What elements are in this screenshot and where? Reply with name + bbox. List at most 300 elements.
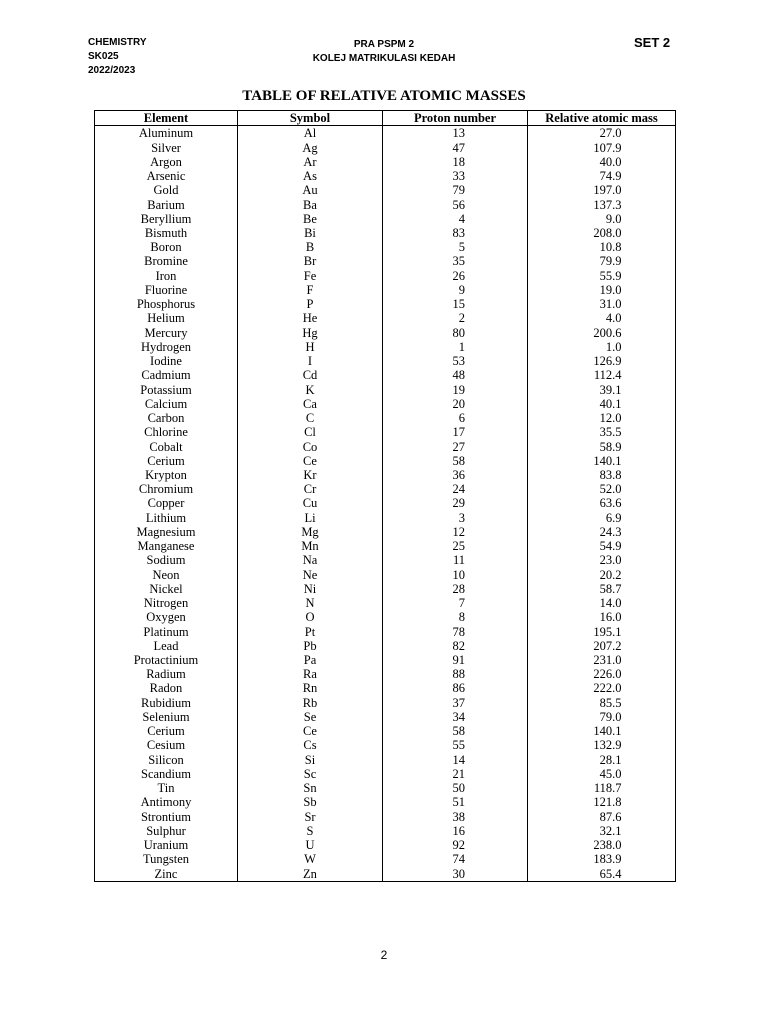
element-name: Arsenic xyxy=(95,169,238,183)
proton-number-cell xyxy=(383,140,528,154)
relative-atomic-mass-cell xyxy=(528,866,676,881)
relative-atomic-mass-cell xyxy=(528,283,676,297)
proton-number: 56 xyxy=(452,197,465,212)
relative-atomic-mass-cell xyxy=(528,269,676,283)
table-row xyxy=(95,155,676,169)
element-name: Rubidium xyxy=(95,696,238,710)
proton-number: 79 xyxy=(452,183,465,198)
relative-atomic-mass: 1.0 xyxy=(605,339,622,354)
proton-number-cell xyxy=(383,653,528,667)
set-label: SET 2 xyxy=(634,35,671,50)
proton-number: 91 xyxy=(452,653,465,668)
proton-number: 50 xyxy=(452,781,465,796)
element-name: Calcium xyxy=(95,397,238,411)
element-name: Chlorine xyxy=(95,425,238,439)
course-code: SK025 xyxy=(88,51,119,62)
relative-atomic-mass: 32.1 xyxy=(599,823,622,838)
proton-number-cell xyxy=(383,525,528,539)
relative-atomic-mass: 19.0 xyxy=(599,282,622,297)
proton-number: 48 xyxy=(452,368,465,383)
relative-atomic-mass: 121.8 xyxy=(593,795,622,810)
table-row xyxy=(95,667,676,681)
element-name: Silicon xyxy=(95,753,238,767)
proton-number: 20 xyxy=(452,396,465,411)
element-name: Lead xyxy=(95,639,238,653)
proton-number-cell xyxy=(383,439,528,453)
proton-number: 14 xyxy=(452,752,465,767)
relative-atomic-mass-cell xyxy=(528,781,676,795)
element-name: Mercury xyxy=(95,326,238,340)
element-symbol: Co xyxy=(238,439,383,453)
proton-number: 33 xyxy=(452,169,465,184)
element-name: Bromine xyxy=(95,254,238,268)
element-name: Beryllium xyxy=(95,212,238,226)
proton-number: 37 xyxy=(452,695,465,710)
element-name: Iodine xyxy=(95,354,238,368)
table-row xyxy=(95,197,676,211)
relative-atomic-mass-cell xyxy=(528,539,676,553)
relative-atomic-mass: 107.9 xyxy=(593,140,622,155)
table-row xyxy=(95,240,676,254)
relative-atomic-mass-cell xyxy=(528,852,676,866)
proton-number-cell xyxy=(383,824,528,838)
column-header-relative-atomic-mass: Relative atomic mass xyxy=(528,111,676,126)
relative-atomic-mass-cell xyxy=(528,710,676,724)
element-symbol: Zn xyxy=(238,866,383,881)
table-row xyxy=(95,866,676,881)
element-name: Neon xyxy=(95,568,238,582)
proton-number-cell xyxy=(383,326,528,340)
element-name: Iron xyxy=(95,269,238,283)
relative-atomic-mass-cell xyxy=(528,297,676,311)
proton-number: 18 xyxy=(452,154,465,169)
table-row xyxy=(95,852,676,866)
element-symbol: Ca xyxy=(238,397,383,411)
table-row xyxy=(95,681,676,695)
relative-atomic-mass-cell xyxy=(528,155,676,169)
proton-number: 35 xyxy=(452,254,465,269)
element-symbol: Au xyxy=(238,183,383,197)
table-row xyxy=(95,525,676,539)
table-row xyxy=(95,610,676,624)
relative-atomic-mass: 4.0 xyxy=(605,311,622,326)
proton-number-cell xyxy=(383,454,528,468)
relative-atomic-mass: 45.0 xyxy=(599,766,622,781)
element-name: Gold xyxy=(95,183,238,197)
element-name: Phosphorus xyxy=(95,297,238,311)
element-name: Silver xyxy=(95,140,238,154)
proton-number: 15 xyxy=(452,297,465,312)
proton-number-cell xyxy=(383,340,528,354)
proton-number: 83 xyxy=(452,225,465,240)
relative-atomic-mass-cell xyxy=(528,454,676,468)
relative-atomic-mass: 231.0 xyxy=(593,653,622,668)
element-name: Tungsten xyxy=(95,852,238,866)
element-symbol: Li xyxy=(238,511,383,525)
relative-atomic-mass: 12.0 xyxy=(599,411,622,426)
table-row xyxy=(95,624,676,638)
relative-atomic-mass: 55.9 xyxy=(599,268,622,283)
relative-atomic-mass-cell xyxy=(528,126,676,141)
proton-number: 25 xyxy=(452,539,465,554)
proton-number-cell xyxy=(383,468,528,482)
element-name: Hydrogen xyxy=(95,340,238,354)
proton-number-cell xyxy=(383,311,528,325)
proton-number-cell xyxy=(383,667,528,681)
table-row xyxy=(95,511,676,525)
table-row xyxy=(95,169,676,183)
proton-number-cell xyxy=(383,639,528,653)
relative-atomic-mass: 79.9 xyxy=(599,254,622,269)
relative-atomic-mass: 85.5 xyxy=(599,695,622,710)
element-name: Copper xyxy=(95,496,238,510)
table-body xyxy=(95,126,676,881)
element-symbol: Pb xyxy=(238,639,383,653)
proton-number: 19 xyxy=(452,382,465,397)
relative-atomic-mass: 58.9 xyxy=(599,439,622,454)
element-symbol: Mn xyxy=(238,539,383,553)
proton-number: 58 xyxy=(452,724,465,739)
proton-number: 8 xyxy=(458,610,465,625)
element-symbol: K xyxy=(238,382,383,396)
proton-number: 27 xyxy=(452,439,465,454)
proton-number-cell xyxy=(383,411,528,425)
relative-atomic-mass-cell xyxy=(528,610,676,624)
relative-atomic-mass: 35.5 xyxy=(599,425,622,440)
proton-number: 24 xyxy=(452,482,465,497)
table-row xyxy=(95,838,676,852)
element-symbol: H xyxy=(238,340,383,354)
relative-atomic-mass: 137.3 xyxy=(593,197,622,212)
table-row xyxy=(95,824,676,838)
relative-atomic-mass-cell xyxy=(528,411,676,425)
table-row xyxy=(95,183,676,197)
element-name: Oxygen xyxy=(95,610,238,624)
relative-atomic-mass-cell xyxy=(528,240,676,254)
element-name: Krypton xyxy=(95,468,238,482)
element-name: Scandium xyxy=(95,767,238,781)
proton-number: 58 xyxy=(452,453,465,468)
proton-number-cell xyxy=(383,852,528,866)
relative-atomic-mass-cell xyxy=(528,624,676,638)
table-row xyxy=(95,724,676,738)
relative-atomic-mass-cell xyxy=(528,738,676,752)
proton-number-cell xyxy=(383,511,528,525)
proton-number-cell xyxy=(383,596,528,610)
element-name: Sulphur xyxy=(95,824,238,838)
element-symbol: Ag xyxy=(238,140,383,154)
element-symbol: Cr xyxy=(238,482,383,496)
proton-number-cell xyxy=(383,539,528,553)
element-name: Nickel xyxy=(95,582,238,596)
table-row xyxy=(95,568,676,582)
proton-number-cell xyxy=(383,126,528,141)
subject-label: CHEMISTRY xyxy=(88,37,147,48)
relative-atomic-mass-cell xyxy=(528,468,676,482)
relative-atomic-mass-cell xyxy=(528,254,676,268)
table-header-row xyxy=(95,111,676,126)
relative-atomic-mass-cell xyxy=(528,653,676,667)
element-symbol: I xyxy=(238,354,383,368)
page-number: 2 xyxy=(380,948,388,962)
element-symbol: Sn xyxy=(238,781,383,795)
element-symbol: Pa xyxy=(238,653,383,667)
proton-number-cell xyxy=(383,582,528,596)
proton-number-cell xyxy=(383,838,528,852)
element-name: Argon xyxy=(95,155,238,169)
proton-number: 92 xyxy=(452,838,465,853)
relative-atomic-mass: 226.0 xyxy=(593,667,622,682)
proton-number: 13 xyxy=(452,126,465,141)
college-name: KOLEJ MATRIKULASI KEDAH xyxy=(312,53,456,64)
proton-number-cell xyxy=(383,795,528,809)
element-name: Uranium xyxy=(95,838,238,852)
proton-number: 16 xyxy=(452,823,465,838)
table-row xyxy=(95,283,676,297)
element-symbol: He xyxy=(238,311,383,325)
relative-atomic-mass: 79.0 xyxy=(599,709,622,724)
element-symbol: N xyxy=(238,596,383,610)
element-name: Zinc xyxy=(95,866,238,881)
table-row xyxy=(95,781,676,795)
table-row xyxy=(95,468,676,482)
table-row xyxy=(95,639,676,653)
table-row xyxy=(95,553,676,567)
table-row xyxy=(95,809,676,823)
relative-atomic-mass-cell xyxy=(528,197,676,211)
element-symbol: Mg xyxy=(238,525,383,539)
proton-number: 55 xyxy=(452,738,465,753)
relative-atomic-mass-cell xyxy=(528,568,676,582)
element-name: Magnesium xyxy=(95,525,238,539)
relative-atomic-mass: 27.0 xyxy=(599,126,622,141)
relative-atomic-mass-cell xyxy=(528,639,676,653)
proton-number: 26 xyxy=(452,268,465,283)
element-name: Protactinium xyxy=(95,653,238,667)
table-row xyxy=(95,767,676,781)
element-symbol: Fe xyxy=(238,269,383,283)
proton-number-cell xyxy=(383,297,528,311)
proton-number-cell xyxy=(383,482,528,496)
proton-number-cell xyxy=(383,738,528,752)
relative-atomic-mass: 208.0 xyxy=(593,225,622,240)
element-name: Cadmium xyxy=(95,368,238,382)
element-symbol: Bi xyxy=(238,226,383,240)
proton-number-cell xyxy=(383,397,528,411)
proton-number: 5 xyxy=(458,240,465,255)
element-name: Carbon xyxy=(95,411,238,425)
element-symbol: Be xyxy=(238,212,383,226)
relative-atomic-mass-cell xyxy=(528,496,676,510)
proton-number: 86 xyxy=(452,681,465,696)
relative-atomic-mass-cell xyxy=(528,382,676,396)
column-header-proton-number: Proton number xyxy=(383,111,528,126)
proton-number: 2 xyxy=(458,311,465,326)
table-row xyxy=(95,397,676,411)
proton-number: 29 xyxy=(452,496,465,511)
relative-atomic-mass-cell xyxy=(528,525,676,539)
proton-number: 17 xyxy=(452,425,465,440)
relative-atomic-mass: 6.9 xyxy=(605,510,622,525)
element-name: Selenium xyxy=(95,710,238,724)
element-symbol: Cd xyxy=(238,368,383,382)
relative-atomic-mass: 74.9 xyxy=(599,169,622,184)
relative-atomic-mass-cell xyxy=(528,582,676,596)
relative-atomic-mass-cell xyxy=(528,681,676,695)
relative-atomic-mass: 28.1 xyxy=(599,752,622,767)
element-symbol: As xyxy=(238,169,383,183)
table-row xyxy=(95,753,676,767)
element-symbol: O xyxy=(238,610,383,624)
proton-number: 38 xyxy=(452,809,465,824)
relative-atomic-mass-cell xyxy=(528,553,676,567)
proton-number-cell xyxy=(383,212,528,226)
relative-atomic-mass: 140.1 xyxy=(593,724,622,739)
proton-number: 21 xyxy=(452,766,465,781)
table-row xyxy=(95,297,676,311)
element-symbol: Kr xyxy=(238,468,383,482)
table-row xyxy=(95,696,676,710)
element-name: Cerium xyxy=(95,724,238,738)
relative-atomic-mass-cell xyxy=(528,439,676,453)
table-row xyxy=(95,382,676,396)
proton-number-cell xyxy=(383,553,528,567)
element-symbol: Hg xyxy=(238,326,383,340)
element-name: Aluminum xyxy=(95,126,238,141)
proton-number: 47 xyxy=(452,140,465,155)
relative-atomic-mass-cell xyxy=(528,140,676,154)
relative-atomic-mass: 126.9 xyxy=(593,354,622,369)
relative-atomic-mass-cell xyxy=(528,326,676,340)
element-name: Bismuth xyxy=(95,226,238,240)
proton-number: 6 xyxy=(458,411,465,426)
element-name: Radium xyxy=(95,667,238,681)
proton-number: 36 xyxy=(452,467,465,482)
relative-atomic-mass: 112.4 xyxy=(593,368,622,383)
relative-atomic-mass-cell xyxy=(528,753,676,767)
table-row xyxy=(95,653,676,667)
table-row xyxy=(95,354,676,368)
proton-number-cell xyxy=(383,183,528,197)
proton-number-cell xyxy=(383,681,528,695)
proton-number: 74 xyxy=(452,852,465,867)
element-symbol: Ce xyxy=(238,724,383,738)
element-symbol: Br xyxy=(238,254,383,268)
element-name: Manganese xyxy=(95,539,238,553)
relative-atomic-mass: 40.1 xyxy=(599,396,622,411)
academic-session: 2022/2023 xyxy=(88,65,136,76)
proton-number-cell xyxy=(383,568,528,582)
relative-atomic-mass-cell xyxy=(528,767,676,781)
element-symbol: S xyxy=(238,824,383,838)
relative-atomic-mass: 24.3 xyxy=(599,524,622,539)
element-symbol: F xyxy=(238,283,383,297)
element-name: Fluorine xyxy=(95,283,238,297)
relative-atomic-mass: 222.0 xyxy=(593,681,622,696)
element-name: Cerium xyxy=(95,454,238,468)
column-header-symbol: Symbol xyxy=(238,111,383,126)
proton-number-cell xyxy=(383,781,528,795)
proton-number-cell xyxy=(383,240,528,254)
proton-number: 11 xyxy=(452,553,465,568)
table-row xyxy=(95,140,676,154)
table-row xyxy=(95,212,676,226)
proton-number-cell xyxy=(383,753,528,767)
proton-number-cell xyxy=(383,610,528,624)
relative-atomic-mass-cell xyxy=(528,809,676,823)
relative-atomic-mass-cell xyxy=(528,169,676,183)
table-row xyxy=(95,368,676,382)
relative-atomic-mass: 16.0 xyxy=(599,610,622,625)
relative-atomic-mass: 9.0 xyxy=(605,211,622,226)
relative-atomic-mass: 195.1 xyxy=(593,624,622,639)
element-name: Nitrogen xyxy=(95,596,238,610)
relative-atomic-mass-cell xyxy=(528,667,676,681)
table-row xyxy=(95,710,676,724)
relative-atomic-mass-cell xyxy=(528,511,676,525)
proton-number: 82 xyxy=(452,638,465,653)
element-symbol: P xyxy=(238,297,383,311)
proton-number-cell xyxy=(383,382,528,396)
proton-number: 80 xyxy=(452,325,465,340)
exam-name: PRA PSPM 2 xyxy=(353,39,415,50)
relative-atomic-mass-cell xyxy=(528,596,676,610)
table-row xyxy=(95,454,676,468)
element-name: Potassium xyxy=(95,382,238,396)
proton-number: 4 xyxy=(458,211,465,226)
relative-atomic-mass: 87.6 xyxy=(599,809,622,824)
proton-number: 88 xyxy=(452,667,465,682)
proton-number: 34 xyxy=(452,709,465,724)
page-title: TABLE OF RELATIVE ATOMIC MASSES xyxy=(242,88,526,104)
table-row xyxy=(95,126,676,141)
element-symbol: Ne xyxy=(238,568,383,582)
element-name: Antimony xyxy=(95,795,238,809)
element-name: Tin xyxy=(95,781,238,795)
relative-atomic-mass-cell xyxy=(528,311,676,325)
relative-atomic-mass: 20.2 xyxy=(599,567,622,582)
relative-atomic-mass-cell xyxy=(528,226,676,240)
table-row xyxy=(95,340,676,354)
element-symbol: Ce xyxy=(238,454,383,468)
proton-number-cell xyxy=(383,197,528,211)
element-symbol: Ni xyxy=(238,582,383,596)
relative-atomic-mass: 118.7 xyxy=(593,781,622,796)
element-symbol: Rn xyxy=(238,681,383,695)
relative-atomic-mass: 40.0 xyxy=(599,154,622,169)
relative-atomic-mass: 54.9 xyxy=(599,539,622,554)
element-symbol: W xyxy=(238,852,383,866)
relative-atomic-mass-cell xyxy=(528,795,676,809)
column-header-element: Element xyxy=(95,111,238,126)
proton-number-cell xyxy=(383,368,528,382)
element-name: Helium xyxy=(95,311,238,325)
proton-number-cell xyxy=(383,696,528,710)
relative-atomic-mass-cell xyxy=(528,340,676,354)
proton-number-cell xyxy=(383,710,528,724)
proton-number-cell xyxy=(383,254,528,268)
element-symbol: Sr xyxy=(238,809,383,823)
relative-atomic-mass-cell xyxy=(528,183,676,197)
relative-atomic-mass: 83.8 xyxy=(599,467,622,482)
proton-number-cell xyxy=(383,866,528,881)
relative-atomic-mass: 207.2 xyxy=(593,638,622,653)
table-row xyxy=(95,439,676,453)
element-name: Boron xyxy=(95,240,238,254)
table-row xyxy=(95,269,676,283)
table-row xyxy=(95,738,676,752)
element-symbol: Al xyxy=(238,126,383,141)
